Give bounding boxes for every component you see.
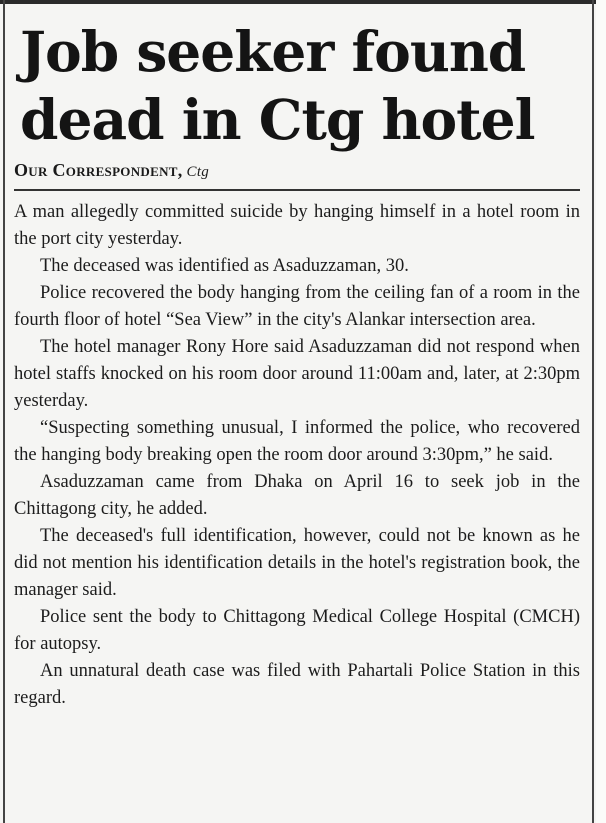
paragraph: Police recovered the body hanging from the ceiling fan of a room in the fourth floor of hotel “Sea View” in the city's Alankar intersection area. [14, 283, 580, 330]
top-border-rule [0, 0, 606, 4]
headline [14, 18, 580, 154]
paragraph: A man allegedly committed suicide by hanging himself in a hotel room in the port city yesterday. [14, 202, 580, 249]
right-column-rule [592, 0, 594, 823]
paragraph: “Suspecting something unusual, I informed the police, who recovered the hanging body breaking open the room door around 3:30pm,” he said. [14, 418, 580, 465]
paragraph: The hotel manager Rony Hore said Asaduzzaman did not respond when hotel staffs knocked on his room door around 11:00am and, later, at 2:30pm yesterday. [14, 337, 580, 411]
paragraph: Police sent the body to Chittagong Medical College Hospital (CMCH) for autopsy. [14, 607, 580, 654]
headline-line-2: dead in Ctg hotel [20, 87, 535, 152]
paragraph: The deceased was identified as Asaduzzaman, 30. [40, 256, 409, 276]
article-body [14, 199, 580, 712]
adjacent-column-edge [596, 0, 606, 823]
left-column-rule [3, 0, 5, 823]
byline [14, 160, 580, 191]
paragraph: An unnatural death case was filed with Pahartali Police Station in this regard. [14, 661, 580, 708]
byline-correspondent: Our Correspondent, [14, 160, 183, 180]
news-article [14, 18, 580, 712]
paragraph: The deceased's full identification, however, could not be known as he did not mention his identification details in the hotel's registration book, the manager said. [14, 526, 580, 600]
byline-location: Ctg [186, 164, 210, 180]
headline-line-1: Job seeker found [20, 19, 526, 84]
paragraph: Asaduzzaman came from Dhaka on April 16 to seek job in the Chittagong city, he added. [14, 472, 580, 519]
